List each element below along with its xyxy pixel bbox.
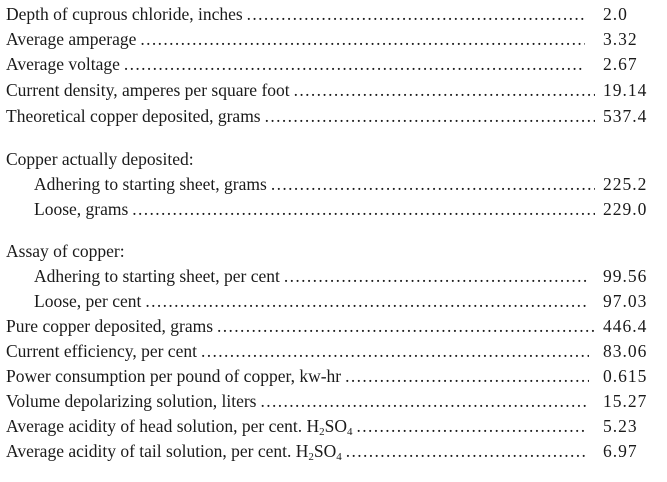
row-value: 446.4: [603, 316, 648, 336]
row-label: Adhering to starting sheet, grams: [34, 174, 267, 194]
row-power-consumption: [6, 366, 661, 390]
section-heading-assay: [6, 241, 661, 265]
row-value: 2.67: [603, 54, 638, 74]
row-label: Average acidity of tail solution, per cent. $H_2SO_4$: [6, 441, 342, 463]
row-value: 83.06: [603, 341, 648, 361]
row-label: Depth of cuprous chloride, inches: [6, 4, 243, 24]
row-amperage: [6, 29, 661, 53]
row-label: Average acidity of head solution, per cent. $H_2SO_4$: [6, 416, 353, 438]
row-value: 19.14: [603, 80, 648, 100]
row-label: Current density, amperes per square foot: [6, 80, 290, 100]
section-heading-copper-deposited: [6, 149, 661, 173]
row-value: 99.56: [603, 266, 648, 286]
row-label: Adhering to starting sheet, per cent: [34, 266, 280, 286]
row-loose-percent: [6, 291, 661, 315]
dot-leader: [132, 199, 595, 220]
row-label: Loose, per cent: [34, 291, 142, 311]
row-voltage: [6, 54, 661, 78]
dot-leader: [217, 316, 595, 337]
row-depth: [6, 4, 661, 28]
row-value: 5.23: [603, 416, 638, 436]
row-label: Power consumption per pound of copper, kw-hr: [6, 366, 342, 386]
section-label: Copper actually deposited:: [6, 149, 194, 169]
row-label: Average voltage: [6, 54, 120, 74]
dot-leader: [271, 174, 595, 195]
row-label: Average amperage: [6, 29, 137, 49]
row-value: 537.4: [603, 106, 648, 126]
row-tail-acidity: [6, 441, 661, 465]
row-value: 229.0: [603, 199, 648, 219]
row-label: Loose, grams: [34, 199, 129, 219]
dot-leader: [201, 341, 589, 362]
row-value: 97.03: [603, 291, 648, 311]
row-label: Theoretical copper deposited, grams: [6, 106, 261, 126]
row-current-density: [6, 80, 661, 104]
row-value: 225.2: [603, 174, 648, 194]
row-volume-solution: [6, 391, 661, 415]
row-adhering-grams: [6, 174, 661, 198]
row-adhering-percent: [6, 266, 661, 290]
row-label: Volume depolarizing solution, liters: [6, 391, 257, 411]
dot-leader: [265, 106, 595, 127]
dot-leader: [247, 4, 585, 25]
row-value: 2.0: [603, 4, 628, 24]
dot-leader: [124, 54, 585, 75]
row-label: Current efficiency, per cent: [6, 341, 197, 361]
row-head-acidity: [6, 416, 661, 440]
row-label: Pure copper deposited, grams: [6, 316, 214, 336]
row-value: 0.615: [603, 366, 648, 386]
row-pure-copper: [6, 316, 661, 340]
dot-leader: [145, 291, 589, 312]
dot-leader: [346, 441, 585, 462]
dot-leader: [345, 366, 589, 387]
row-loose-grams: [6, 199, 661, 223]
dot-leader: [140, 29, 585, 50]
row-theoretical-copper: [6, 106, 661, 130]
row-value: 15.27: [603, 391, 648, 411]
dot-leader: [284, 266, 589, 287]
row-current-efficiency: [6, 341, 661, 365]
dot-leader: [294, 80, 595, 101]
row-value: 3.32: [603, 29, 638, 49]
section-label: Assay of copper:: [6, 241, 125, 261]
dot-leader: [260, 391, 589, 412]
dot-leader: [356, 416, 585, 437]
row-value: 6.97: [603, 441, 638, 461]
